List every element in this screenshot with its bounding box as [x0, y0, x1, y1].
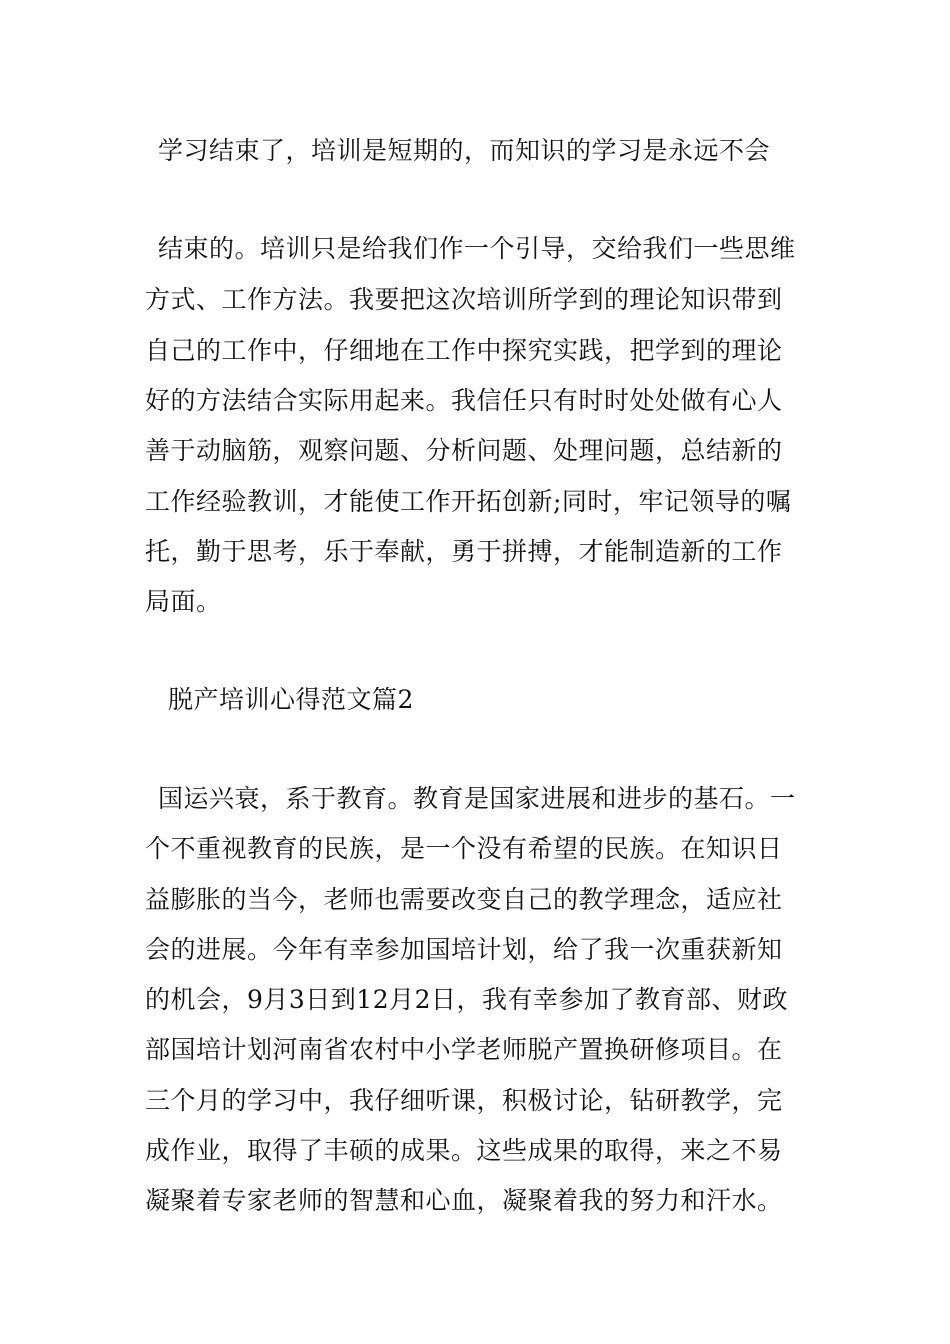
paragraph-1-line-8: 托，勤于思考，乐于奉献，勇于拼搏，才能制造新的工作	[145, 537, 783, 566]
paragraph-1-line-2: 结束的。培训只是给我们作一个引导，交给我们一些思维	[158, 234, 796, 263]
paragraph-1-line-9: 局面。	[145, 587, 222, 616]
paragraph-2-line-2: 个不重视教育的民族，是一个没有希望的民族。在知识日	[145, 834, 783, 863]
paragraph-2-line-9: 凝聚着专家老师的智慧和心血，凝聚着我的努力和汗水。	[145, 1186, 783, 1215]
paragraph-2-line-1: 国运兴衰，系于教育。教育是国家进展和进步的基石。一	[158, 784, 796, 813]
paragraph-1-line-3: 方式、工作方法。我要把这次培训所学到的理论知识带到	[145, 285, 783, 314]
paragraph-2-line-4: 会的进展。今年有幸参加国培计划，给了我一次重获新知	[145, 935, 783, 964]
section-heading: 脱产培训心得范文篇2	[168, 685, 414, 714]
paragraph-1-line-7: 工作经验教训，才能使工作开拓创新;同时，牢记领导的嘱	[145, 487, 792, 516]
paragraph-1-line-5: 好的方法结合实际用起来。我信任只有时时处处做有心人	[145, 386, 783, 415]
paragraph-2-line-6: 部国培计划河南省农村中小学老师脱产置换研修项目。在	[145, 1035, 783, 1064]
paragraph-1-line-1: 学习结束了，培训是短期的，而知识的学习是永远不会	[158, 136, 771, 165]
paragraph-2-line-5: 的机会，9月3日到12月2日，我有幸参加了教育部、财政	[145, 985, 789, 1014]
paragraph-2-line-3: 益膨胀的当今，老师也需要改变自己的教学理念，适应社	[145, 885, 783, 914]
paragraph-1-line-6: 善于动脑筋，观察问题、分析问题、处理问题，总结新的	[145, 436, 783, 465]
paragraph-2-line-7: 三个月的学习中，我仔细听课，积极讨论，钻研教学，完	[145, 1086, 783, 1115]
paragraph-2-line-8: 成作业，取得了丰硕的成果。这些成果的取得，来之不易	[145, 1136, 783, 1165]
paragraph-1-line-4: 自己的工作中，仔细地在工作中探究实践，把学到的理论	[145, 336, 783, 365]
